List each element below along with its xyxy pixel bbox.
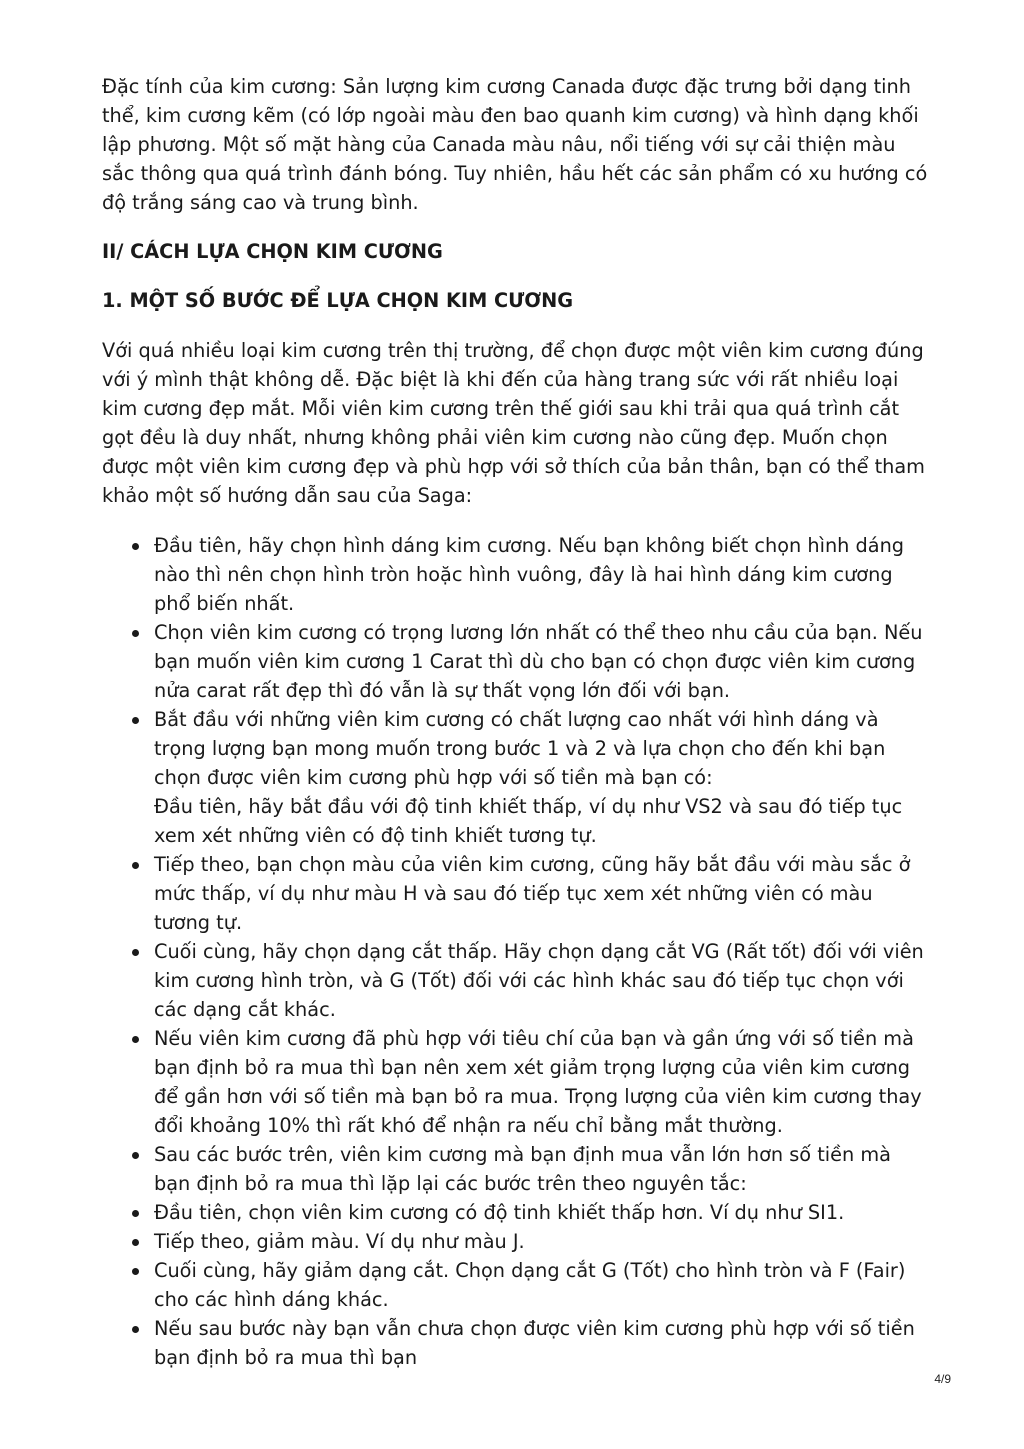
list-item-text: Chọn viên kim cương có trọng lương lớn nhất có thể theo nhu cầu của bạn. Nếu bạn muốn viên kim cương 1 Carat thì dù cho bạn có chọn được viên kim cương nửa carat rất đẹp thì đó vẫn là sự thất vọng lớn đối với bạn. <box>154 621 923 702</box>
steps-list <box>102 531 932 1372</box>
list-item <box>102 705 932 850</box>
bullet-icon <box>132 1152 139 1159</box>
document-page <box>102 72 932 1372</box>
list-item-text: Cuối cùng, hãy chọn dạng cắt thấp. Hãy chọn dạng cắt VG (Rất tốt) đối với viên kim cương hình tròn, và G (Tốt) đối với các hình khác sau đó tiếp tục chọn với các dạng cắt khác. <box>154 940 924 1021</box>
bullet-icon <box>132 862 139 869</box>
list-item-text: Sau các bước trên, viên kim cương mà bạn định mua vẫn lớn hơn số tiền mà bạn định bỏ ra mua thì lặp lại các bước trên theo nguyên tắc: <box>154 1143 891 1195</box>
intro-paragraph: Đặc tính của kim cương: Sản lượng kim cương Canada được đặc trưng bởi dạng tinh thể, kim cương kẽm (có lớp ngoài màu đen bao quanh kim cương) và hình dạng khối lập phương. Một số mặt hàng của Canada màu nâu, nổi tiếng với sự cải thiện màu sắc thông qua quá trình đánh bóng. Tuy nhiên, hầu hết các sản phẩm có xu hướng có độ trắng sáng cao và trung bình. <box>102 75 928 214</box>
list-item-text: Đầu tiên, hãy chọn hình dáng kim cương. Nếu bạn không biết chọn hình dáng nào thì nên chọn hình tròn hoặc hình vuông, đây là hai hình dáng kim cương phổ biến nhất. <box>154 534 905 615</box>
section-heading: II/ CÁCH LỰA CHỌN KIM CƯƠNG <box>102 240 443 263</box>
list-item-text: Nếu sau bước này bạn vẫn chưa chọn được viên kim cương phù hợp với số tiền bạn định bỏ ra mua thì bạn <box>154 1317 915 1369</box>
bullet-icon <box>132 1326 139 1333</box>
bullet-icon <box>132 543 139 550</box>
list-item <box>102 1314 932 1372</box>
list-item-text: Bắt đầu với những viên kim cương có chất lượng cao nhất với hình dáng và trọng lượng bạn mong muốn trong bước 1 và 2 và lựa chọn cho đến khi bạn chọn được viên kim cương phù hợp với số tiền mà bạn có: <box>154 708 886 789</box>
page-number: 4/9 <box>934 1372 951 1386</box>
list-item <box>102 1198 932 1227</box>
bullet-icon <box>132 1210 139 1217</box>
list-item <box>102 937 932 1024</box>
list-item <box>102 618 932 705</box>
bullet-icon <box>132 717 139 724</box>
list-item <box>102 1227 932 1256</box>
list-item-text: Cuối cùng, hãy giảm dạng cắt. Chọn dạng cắt G (Tốt) cho hình tròn và F (Fair) cho các hình dáng khác. <box>154 1259 906 1311</box>
list-item-text: Nếu viên kim cương đã phù hợp với tiêu chí của bạn và gần ứng với số tiền mà bạn định bỏ ra mua thì bạn nên xem xét giảm trọng lượng của viên kim cương để gần hơn với số tiền mà bạn bỏ ra mua. Trọng lượng của viên kim cương thay đổi khoảng 10% thì rất khó để nhận ra nếu chỉ bằng mắt thường. <box>154 1027 922 1137</box>
list-item-text: Tiếp theo, bạn chọn màu của viên kim cương, cũng hãy bắt đầu với màu sắc ở mức thấp, ví dụ như màu H và sau đó tiếp tục xem xét những viên có màu tương tự. <box>154 853 911 934</box>
list-item <box>102 1024 932 1140</box>
bullet-icon <box>132 1239 139 1246</box>
list-item-text: Đầu tiên, chọn viên kim cương có độ tinh khiết thấp hơn. Ví dụ như SI1. <box>154 1201 845 1224</box>
list-item-subtext: Đầu tiên, hãy bắt đầu với độ tinh khiết thấp, ví dụ như VS2 và sau đó tiếp tục xem xét những viên có độ tinh khiết tương tự. <box>154 795 903 847</box>
list-item <box>102 531 932 618</box>
bullet-icon <box>132 1268 139 1275</box>
lead-paragraph: Với quá nhiều loại kim cương trên thị trường, để chọn được một viên kim cương đúng với ý mình thật không dễ. Đặc biệt là khi đến của hàng trang sức với rất nhiều loại kim cương đẹp mắt. Mỗi viên kim cương trên thế giới sau khi trải qua quá trình cắt gọt đều là duy nhất, nhưng không phải viên kim cương nào cũng đẹp. Muốn chọn được một viên kim cương đẹp và phù hợp với sở thích của bản thân, bạn có thể tham khảo một số hướng dẫn sau của Saga: <box>102 339 925 507</box>
list-item-text: Tiếp theo, giảm màu. Ví dụ như màu J. <box>154 1230 525 1253</box>
sub-heading: 1. MỘT SỐ BƯỚC ĐỂ LỰA CHỌN KIM CƯƠNG <box>102 289 574 312</box>
bullet-icon <box>132 1036 139 1043</box>
list-item <box>102 1256 932 1314</box>
bullet-icon <box>132 949 139 956</box>
bullet-icon <box>132 630 139 637</box>
list-item <box>102 850 932 937</box>
list-item <box>102 1140 932 1198</box>
